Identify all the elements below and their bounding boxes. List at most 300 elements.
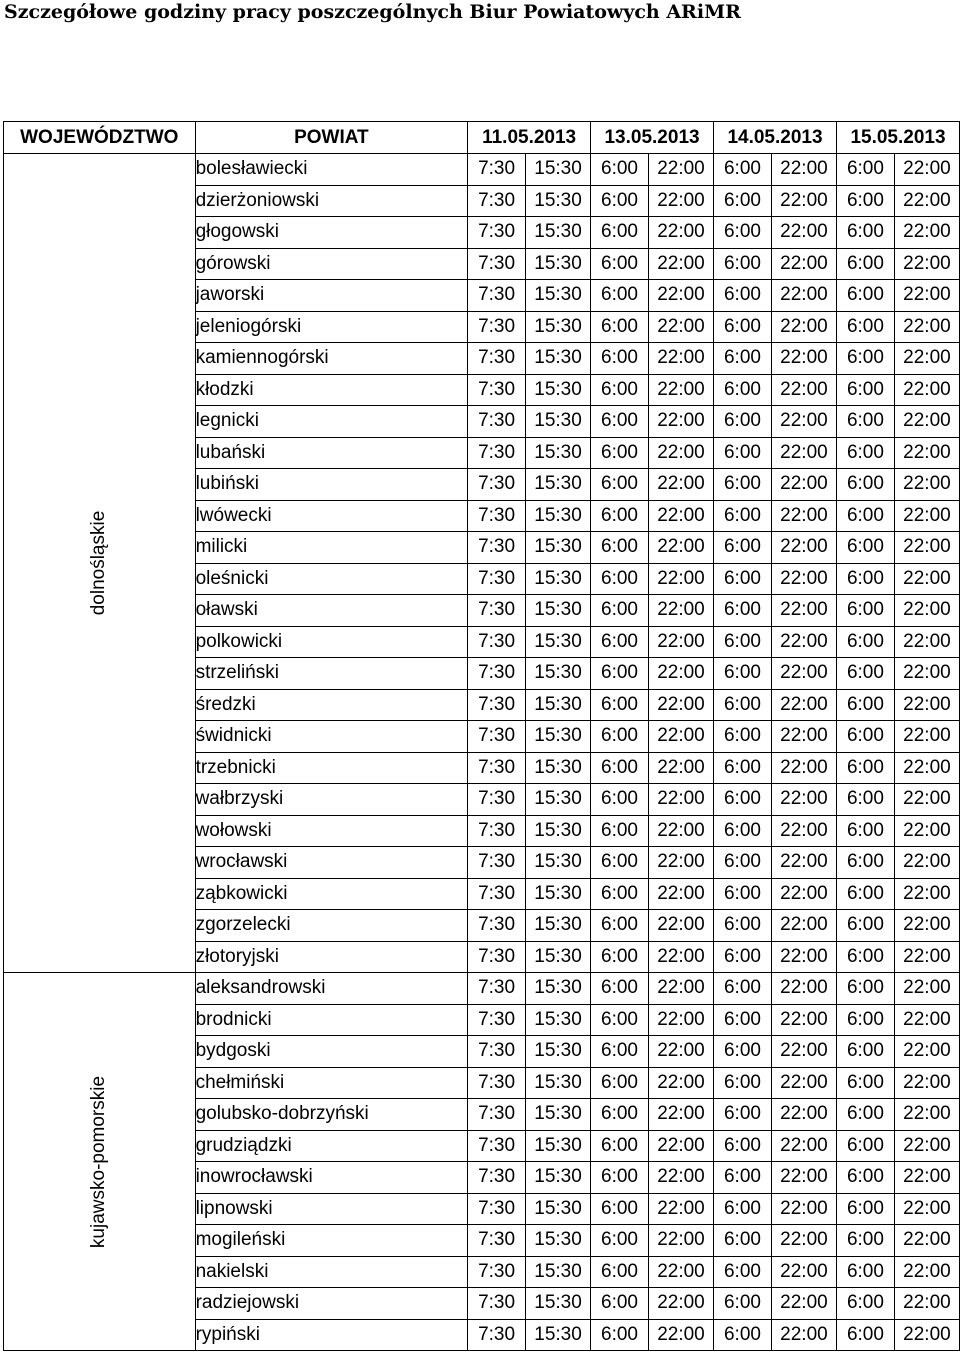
open-time-cell: 7:30 bbox=[468, 500, 526, 532]
powiat-cell: lubiński bbox=[195, 469, 468, 501]
open-time-cell: 6:00 bbox=[836, 721, 894, 753]
powiat-cell: wołowski bbox=[195, 815, 468, 847]
open-time-cell: 7:30 bbox=[468, 217, 526, 249]
open-time-cell: 6:00 bbox=[591, 658, 649, 690]
close-time-cell: 22:00 bbox=[771, 1225, 836, 1257]
powiat-cell: polkowicki bbox=[195, 626, 468, 658]
open-time-cell: 6:00 bbox=[591, 784, 649, 816]
close-time-cell: 15:30 bbox=[526, 1162, 591, 1194]
open-time-cell: 6:00 bbox=[714, 1256, 772, 1288]
open-time-cell: 6:00 bbox=[836, 689, 894, 721]
open-time-cell: 6:00 bbox=[591, 1288, 649, 1320]
open-time-cell: 6:00 bbox=[836, 752, 894, 784]
powiat-cell: lwówecki bbox=[195, 500, 468, 532]
open-time-cell: 7:30 bbox=[468, 1004, 526, 1036]
close-time-cell: 22:00 bbox=[894, 1004, 959, 1036]
open-time-cell: 6:00 bbox=[714, 941, 772, 973]
open-time-cell: 6:00 bbox=[836, 311, 894, 343]
open-time-cell: 6:00 bbox=[591, 1130, 649, 1162]
close-time-cell: 22:00 bbox=[771, 1162, 836, 1194]
powiat-cell: oławski bbox=[195, 595, 468, 627]
header-row bbox=[4, 122, 960, 154]
powiat-cell: inowrocławski bbox=[195, 1162, 468, 1194]
open-time-cell: 6:00 bbox=[591, 1225, 649, 1257]
open-time-cell: 6:00 bbox=[714, 406, 772, 438]
open-time-cell: 6:00 bbox=[714, 1225, 772, 1257]
close-time-cell: 22:00 bbox=[894, 1130, 959, 1162]
powiat-cell: kamiennogórski bbox=[195, 343, 468, 375]
close-time-cell: 22:00 bbox=[648, 784, 713, 816]
close-time-cell: 22:00 bbox=[648, 941, 713, 973]
open-time-cell: 6:00 bbox=[591, 1004, 649, 1036]
close-time-cell: 22:00 bbox=[894, 847, 959, 879]
close-time-cell: 22:00 bbox=[771, 1099, 836, 1131]
open-time-cell: 6:00 bbox=[591, 1319, 649, 1351]
open-time-cell: 6:00 bbox=[836, 878, 894, 910]
open-time-cell: 6:00 bbox=[836, 248, 894, 280]
open-time-cell: 7:30 bbox=[468, 280, 526, 312]
powiat-cell: legnicki bbox=[195, 406, 468, 438]
open-time-cell: 6:00 bbox=[836, 154, 894, 186]
open-time-cell: 6:00 bbox=[591, 406, 649, 438]
open-time-cell: 7:30 bbox=[468, 469, 526, 501]
close-time-cell: 22:00 bbox=[771, 311, 836, 343]
open-time-cell: 6:00 bbox=[591, 500, 649, 532]
page-title: Szczegółowe godziny pracy poszczególnych Biur Powiatowych ARiMR bbox=[4, 1, 741, 23]
open-time-cell: 7:30 bbox=[468, 343, 526, 375]
close-time-cell: 22:00 bbox=[771, 185, 836, 217]
header-date: 11.05.2013 bbox=[468, 122, 591, 154]
powiat-cell: strzeliński bbox=[195, 658, 468, 690]
powiat-cell: jeleniogórski bbox=[195, 311, 468, 343]
open-time-cell: 6:00 bbox=[591, 847, 649, 879]
open-time-cell: 7:30 bbox=[468, 784, 526, 816]
close-time-cell: 22:00 bbox=[648, 973, 713, 1005]
close-time-cell: 22:00 bbox=[771, 626, 836, 658]
powiat-cell: chełmiński bbox=[195, 1067, 468, 1099]
open-time-cell: 6:00 bbox=[836, 563, 894, 595]
open-time-cell: 6:00 bbox=[714, 784, 772, 816]
close-time-cell: 22:00 bbox=[648, 910, 713, 942]
open-time-cell: 6:00 bbox=[836, 1193, 894, 1225]
open-time-cell: 6:00 bbox=[836, 343, 894, 375]
close-time-cell: 22:00 bbox=[771, 752, 836, 784]
powiat-cell: mogileński bbox=[195, 1225, 468, 1257]
close-time-cell: 22:00 bbox=[771, 563, 836, 595]
close-time-cell: 22:00 bbox=[648, 280, 713, 312]
close-time-cell: 15:30 bbox=[526, 721, 591, 753]
open-time-cell: 6:00 bbox=[714, 154, 772, 186]
close-time-cell: 22:00 bbox=[771, 1036, 836, 1068]
open-time-cell: 6:00 bbox=[714, 280, 772, 312]
open-time-cell: 6:00 bbox=[714, 500, 772, 532]
close-time-cell: 22:00 bbox=[771, 1288, 836, 1320]
open-time-cell: 6:00 bbox=[836, 280, 894, 312]
open-time-cell: 6:00 bbox=[714, 1036, 772, 1068]
open-time-cell: 6:00 bbox=[714, 343, 772, 375]
open-time-cell: 7:30 bbox=[468, 248, 526, 280]
powiat-cell: nakielski bbox=[195, 1256, 468, 1288]
close-time-cell: 22:00 bbox=[771, 1193, 836, 1225]
open-time-cell: 7:30 bbox=[468, 847, 526, 879]
close-time-cell: 22:00 bbox=[648, 878, 713, 910]
header-date: 15.05.2013 bbox=[836, 122, 959, 154]
open-time-cell: 7:30 bbox=[468, 1162, 526, 1194]
close-time-cell: 22:00 bbox=[771, 784, 836, 816]
close-time-cell: 22:00 bbox=[648, 815, 713, 847]
close-time-cell: 22:00 bbox=[771, 469, 836, 501]
open-time-cell: 6:00 bbox=[836, 532, 894, 564]
close-time-cell: 22:00 bbox=[771, 280, 836, 312]
open-time-cell: 7:30 bbox=[468, 1288, 526, 1320]
open-time-cell: 6:00 bbox=[591, 217, 649, 249]
open-time-cell: 6:00 bbox=[591, 280, 649, 312]
close-time-cell: 15:30 bbox=[526, 437, 591, 469]
open-time-cell: 6:00 bbox=[591, 374, 649, 406]
open-time-cell: 7:30 bbox=[468, 185, 526, 217]
close-time-cell: 22:00 bbox=[648, 217, 713, 249]
open-time-cell: 7:30 bbox=[468, 973, 526, 1005]
close-time-cell: 15:30 bbox=[526, 1036, 591, 1068]
powiat-cell: trzebnicki bbox=[195, 752, 468, 784]
open-time-cell: 7:30 bbox=[468, 752, 526, 784]
header-date: 14.05.2013 bbox=[714, 122, 837, 154]
powiat-cell: bydgoski bbox=[195, 1036, 468, 1068]
open-time-cell: 6:00 bbox=[714, 721, 772, 753]
open-time-cell: 6:00 bbox=[836, 1067, 894, 1099]
open-time-cell: 6:00 bbox=[836, 217, 894, 249]
open-time-cell: 6:00 bbox=[836, 500, 894, 532]
open-time-cell: 7:30 bbox=[468, 311, 526, 343]
open-time-cell: 6:00 bbox=[591, 595, 649, 627]
open-time-cell: 6:00 bbox=[714, 595, 772, 627]
close-time-cell: 15:30 bbox=[526, 469, 591, 501]
open-time-cell: 7:30 bbox=[468, 658, 526, 690]
close-time-cell: 15:30 bbox=[526, 1004, 591, 1036]
close-time-cell: 22:00 bbox=[771, 941, 836, 973]
close-time-cell: 22:00 bbox=[894, 469, 959, 501]
office-hours-table bbox=[3, 121, 960, 1351]
close-time-cell: 15:30 bbox=[526, 343, 591, 375]
open-time-cell: 6:00 bbox=[591, 910, 649, 942]
open-time-cell: 6:00 bbox=[591, 941, 649, 973]
wojewodztwo-cell bbox=[4, 154, 196, 973]
close-time-cell: 22:00 bbox=[648, 248, 713, 280]
open-time-cell: 6:00 bbox=[591, 185, 649, 217]
open-time-cell: 6:00 bbox=[836, 815, 894, 847]
open-time-cell: 6:00 bbox=[714, 437, 772, 469]
close-time-cell: 15:30 bbox=[526, 973, 591, 1005]
close-time-cell: 22:00 bbox=[648, 658, 713, 690]
powiat-cell: lubański bbox=[195, 437, 468, 469]
open-time-cell: 6:00 bbox=[836, 973, 894, 1005]
open-time-cell: 6:00 bbox=[836, 658, 894, 690]
close-time-cell: 22:00 bbox=[648, 626, 713, 658]
open-time-cell: 7:30 bbox=[468, 1130, 526, 1162]
open-time-cell: 6:00 bbox=[714, 626, 772, 658]
close-time-cell: 22:00 bbox=[771, 1256, 836, 1288]
open-time-cell: 6:00 bbox=[714, 563, 772, 595]
open-time-cell: 6:00 bbox=[714, 1162, 772, 1194]
close-time-cell: 22:00 bbox=[894, 437, 959, 469]
close-time-cell: 22:00 bbox=[648, 1193, 713, 1225]
close-time-cell: 22:00 bbox=[894, 532, 959, 564]
open-time-cell: 6:00 bbox=[714, 374, 772, 406]
table-row bbox=[4, 973, 960, 1005]
close-time-cell: 22:00 bbox=[894, 1099, 959, 1131]
open-time-cell: 6:00 bbox=[836, 847, 894, 879]
open-time-cell: 7:30 bbox=[468, 1099, 526, 1131]
close-time-cell: 22:00 bbox=[648, 311, 713, 343]
close-time-cell: 22:00 bbox=[894, 500, 959, 532]
close-time-cell: 22:00 bbox=[771, 1319, 836, 1351]
open-time-cell: 7:30 bbox=[468, 563, 526, 595]
close-time-cell: 22:00 bbox=[894, 1193, 959, 1225]
close-time-cell: 15:30 bbox=[526, 941, 591, 973]
open-time-cell: 6:00 bbox=[591, 721, 649, 753]
open-time-cell: 7:30 bbox=[468, 154, 526, 186]
open-time-cell: 6:00 bbox=[714, 878, 772, 910]
table-body bbox=[4, 154, 960, 1351]
open-time-cell: 6:00 bbox=[591, 626, 649, 658]
open-time-cell: 6:00 bbox=[591, 1193, 649, 1225]
close-time-cell: 22:00 bbox=[648, 406, 713, 438]
open-time-cell: 7:30 bbox=[468, 1193, 526, 1225]
open-time-cell: 6:00 bbox=[591, 563, 649, 595]
powiat-cell: grudziądzki bbox=[195, 1130, 468, 1162]
close-time-cell: 22:00 bbox=[648, 1036, 713, 1068]
open-time-cell: 7:30 bbox=[468, 532, 526, 564]
close-time-cell: 22:00 bbox=[771, 721, 836, 753]
close-time-cell: 22:00 bbox=[771, 532, 836, 564]
open-time-cell: 6:00 bbox=[714, 1288, 772, 1320]
close-time-cell: 22:00 bbox=[648, 532, 713, 564]
open-time-cell: 6:00 bbox=[714, 1130, 772, 1162]
header-date: 13.05.2013 bbox=[591, 122, 714, 154]
close-time-cell: 22:00 bbox=[771, 689, 836, 721]
powiat-cell: oleśnicki bbox=[195, 563, 468, 595]
close-time-cell: 22:00 bbox=[648, 1004, 713, 1036]
close-time-cell: 22:00 bbox=[894, 878, 959, 910]
close-time-cell: 15:30 bbox=[526, 689, 591, 721]
wojewodztwo-cell bbox=[4, 973, 196, 1351]
close-time-cell: 22:00 bbox=[771, 815, 836, 847]
close-time-cell: 22:00 bbox=[648, 154, 713, 186]
close-time-cell: 22:00 bbox=[894, 248, 959, 280]
open-time-cell: 6:00 bbox=[714, 469, 772, 501]
open-time-cell: 6:00 bbox=[836, 626, 894, 658]
close-time-cell: 22:00 bbox=[771, 878, 836, 910]
open-time-cell: 6:00 bbox=[591, 1067, 649, 1099]
close-time-cell: 22:00 bbox=[648, 469, 713, 501]
close-time-cell: 22:00 bbox=[771, 595, 836, 627]
close-time-cell: 22:00 bbox=[648, 1067, 713, 1099]
open-time-cell: 7:30 bbox=[468, 815, 526, 847]
close-time-cell: 22:00 bbox=[648, 1319, 713, 1351]
open-time-cell: 7:30 bbox=[468, 1036, 526, 1068]
open-time-cell: 6:00 bbox=[836, 784, 894, 816]
open-time-cell: 6:00 bbox=[591, 311, 649, 343]
close-time-cell: 22:00 bbox=[771, 217, 836, 249]
open-time-cell: 6:00 bbox=[714, 1193, 772, 1225]
close-time-cell: 22:00 bbox=[894, 311, 959, 343]
open-time-cell: 6:00 bbox=[591, 815, 649, 847]
open-time-cell: 6:00 bbox=[714, 689, 772, 721]
open-time-cell: 6:00 bbox=[591, 532, 649, 564]
open-time-cell: 6:00 bbox=[714, 1004, 772, 1036]
powiat-cell: lipnowski bbox=[195, 1193, 468, 1225]
close-time-cell: 15:30 bbox=[526, 248, 591, 280]
close-time-cell: 15:30 bbox=[526, 1288, 591, 1320]
powiat-cell: średzki bbox=[195, 689, 468, 721]
open-time-cell: 6:00 bbox=[591, 248, 649, 280]
open-time-cell: 6:00 bbox=[714, 658, 772, 690]
powiat-cell: jaworski bbox=[195, 280, 468, 312]
close-time-cell: 15:30 bbox=[526, 847, 591, 879]
close-time-cell: 15:30 bbox=[526, 280, 591, 312]
close-time-cell: 15:30 bbox=[526, 154, 591, 186]
close-time-cell: 22:00 bbox=[648, 847, 713, 879]
close-time-cell: 22:00 bbox=[894, 217, 959, 249]
close-time-cell: 22:00 bbox=[648, 689, 713, 721]
close-time-cell: 22:00 bbox=[894, 1036, 959, 1068]
close-time-cell: 22:00 bbox=[771, 847, 836, 879]
close-time-cell: 22:00 bbox=[894, 1256, 959, 1288]
close-time-cell: 15:30 bbox=[526, 1256, 591, 1288]
open-time-cell: 6:00 bbox=[714, 248, 772, 280]
powiat-cell: radziejowski bbox=[195, 1288, 468, 1320]
open-time-cell: 6:00 bbox=[714, 1067, 772, 1099]
close-time-cell: 22:00 bbox=[771, 343, 836, 375]
powiat-cell: głogowski bbox=[195, 217, 468, 249]
close-time-cell: 22:00 bbox=[894, 1067, 959, 1099]
open-time-cell: 7:30 bbox=[468, 437, 526, 469]
open-time-cell: 6:00 bbox=[714, 1099, 772, 1131]
open-time-cell: 6:00 bbox=[591, 1162, 649, 1194]
powiat-cell: milicki bbox=[195, 532, 468, 564]
open-time-cell: 6:00 bbox=[836, 1319, 894, 1351]
powiat-cell: wałbrzyski bbox=[195, 784, 468, 816]
close-time-cell: 22:00 bbox=[771, 1067, 836, 1099]
close-time-cell: 22:00 bbox=[648, 1225, 713, 1257]
close-time-cell: 22:00 bbox=[894, 1319, 959, 1351]
open-time-cell: 7:30 bbox=[468, 406, 526, 438]
close-time-cell: 22:00 bbox=[894, 563, 959, 595]
powiat-cell: ząbkowicki bbox=[195, 878, 468, 910]
powiat-cell: zgorzelecki bbox=[195, 910, 468, 942]
close-time-cell: 22:00 bbox=[771, 406, 836, 438]
wojewodztwo-label: kujawsko-pomorskie bbox=[88, 1075, 110, 1248]
close-time-cell: 15:30 bbox=[526, 1193, 591, 1225]
close-time-cell: 22:00 bbox=[648, 1099, 713, 1131]
powiat-cell: kłodzki bbox=[195, 374, 468, 406]
open-time-cell: 6:00 bbox=[836, 941, 894, 973]
open-time-cell: 6:00 bbox=[714, 815, 772, 847]
open-time-cell: 6:00 bbox=[714, 217, 772, 249]
open-time-cell: 6:00 bbox=[591, 689, 649, 721]
close-time-cell: 15:30 bbox=[526, 910, 591, 942]
close-time-cell: 22:00 bbox=[771, 500, 836, 532]
close-time-cell: 15:30 bbox=[526, 752, 591, 784]
close-time-cell: 15:30 bbox=[526, 185, 591, 217]
open-time-cell: 7:30 bbox=[468, 1067, 526, 1099]
close-time-cell: 15:30 bbox=[526, 1067, 591, 1099]
open-time-cell: 7:30 bbox=[468, 941, 526, 973]
open-time-cell: 6:00 bbox=[714, 1319, 772, 1351]
close-time-cell: 22:00 bbox=[648, 721, 713, 753]
open-time-cell: 6:00 bbox=[591, 752, 649, 784]
open-time-cell: 6:00 bbox=[714, 752, 772, 784]
open-time-cell: 6:00 bbox=[591, 343, 649, 375]
open-time-cell: 6:00 bbox=[591, 1099, 649, 1131]
close-time-cell: 15:30 bbox=[526, 406, 591, 438]
close-time-cell: 15:30 bbox=[526, 563, 591, 595]
close-time-cell: 22:00 bbox=[648, 1130, 713, 1162]
close-time-cell: 15:30 bbox=[526, 217, 591, 249]
open-time-cell: 6:00 bbox=[836, 595, 894, 627]
close-time-cell: 22:00 bbox=[648, 374, 713, 406]
close-time-cell: 22:00 bbox=[894, 185, 959, 217]
header-powiat: POWIAT bbox=[195, 122, 468, 154]
open-time-cell: 6:00 bbox=[836, 1036, 894, 1068]
open-time-cell: 6:00 bbox=[591, 878, 649, 910]
powiat-cell: dzierżoniowski bbox=[195, 185, 468, 217]
close-time-cell: 15:30 bbox=[526, 532, 591, 564]
close-time-cell: 15:30 bbox=[526, 1130, 591, 1162]
close-time-cell: 22:00 bbox=[771, 1004, 836, 1036]
table-row bbox=[4, 154, 960, 186]
close-time-cell: 15:30 bbox=[526, 658, 591, 690]
close-time-cell: 22:00 bbox=[648, 563, 713, 595]
open-time-cell: 6:00 bbox=[591, 154, 649, 186]
powiat-cell: górowski bbox=[195, 248, 468, 280]
open-time-cell: 6:00 bbox=[591, 1256, 649, 1288]
open-time-cell: 6:00 bbox=[836, 1099, 894, 1131]
close-time-cell: 22:00 bbox=[894, 721, 959, 753]
open-time-cell: 6:00 bbox=[714, 311, 772, 343]
close-time-cell: 22:00 bbox=[771, 910, 836, 942]
close-time-cell: 15:30 bbox=[526, 1225, 591, 1257]
open-time-cell: 6:00 bbox=[591, 469, 649, 501]
close-time-cell: 22:00 bbox=[894, 343, 959, 375]
powiat-cell: bolesławiecki bbox=[195, 154, 468, 186]
open-time-cell: 7:30 bbox=[468, 595, 526, 627]
close-time-cell: 22:00 bbox=[894, 1162, 959, 1194]
close-time-cell: 22:00 bbox=[648, 343, 713, 375]
open-time-cell: 7:30 bbox=[468, 626, 526, 658]
close-time-cell: 15:30 bbox=[526, 311, 591, 343]
close-time-cell: 22:00 bbox=[771, 658, 836, 690]
open-time-cell: 7:30 bbox=[468, 689, 526, 721]
powiat-cell: wrocławski bbox=[195, 847, 468, 879]
close-time-cell: 15:30 bbox=[526, 815, 591, 847]
close-time-cell: 22:00 bbox=[894, 784, 959, 816]
powiat-cell: aleksandrowski bbox=[195, 973, 468, 1005]
close-time-cell: 22:00 bbox=[648, 185, 713, 217]
open-time-cell: 6:00 bbox=[836, 406, 894, 438]
close-time-cell: 22:00 bbox=[648, 1256, 713, 1288]
close-time-cell: 22:00 bbox=[894, 752, 959, 784]
open-time-cell: 6:00 bbox=[836, 374, 894, 406]
close-time-cell: 22:00 bbox=[894, 1288, 959, 1320]
close-time-cell: 22:00 bbox=[894, 595, 959, 627]
close-time-cell: 22:00 bbox=[894, 626, 959, 658]
open-time-cell: 6:00 bbox=[591, 437, 649, 469]
powiat-cell: brodnicki bbox=[195, 1004, 468, 1036]
close-time-cell: 22:00 bbox=[648, 595, 713, 627]
close-time-cell: 15:30 bbox=[526, 878, 591, 910]
close-time-cell: 22:00 bbox=[771, 1130, 836, 1162]
